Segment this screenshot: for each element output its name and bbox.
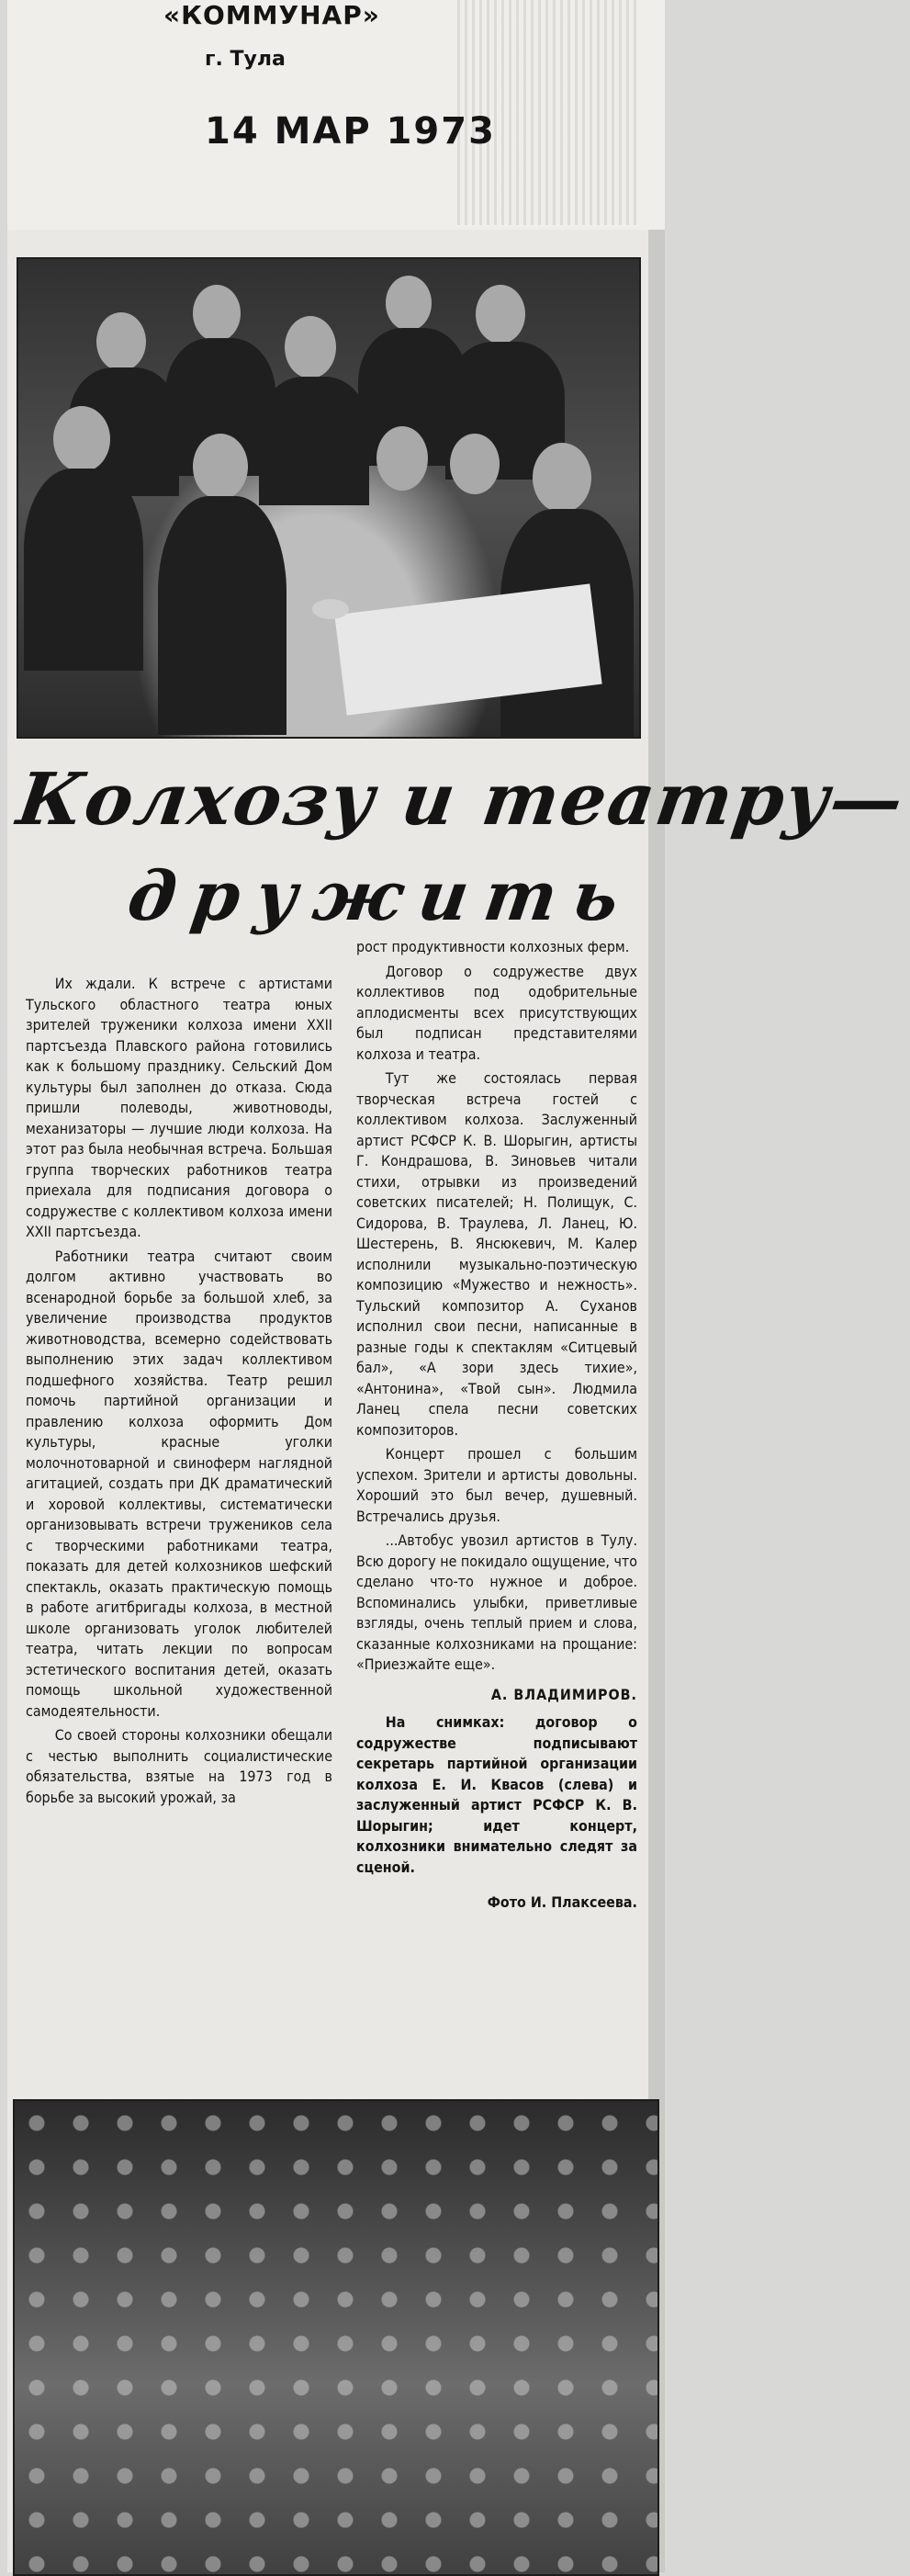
newspaper-name: «КОММУНАР» — [163, 0, 380, 30]
photo-person-body — [24, 469, 143, 671]
article-paragraph: Их ждали. К встрече с артистами Тульского областного театра юных зрителей труженики колхоза имени XXII партсъезда Плавского района готовились как к большому празднику. Сельский Дом культуры был заполнен до отказа. Сюда пришли полеводы, животноводы, механизаторы — лучшие люди колхоза. На этот раз была необычная встреча. Большая группа творческих работников театра приехала для подписания договора о содружестве с коллективом колхоза имени XXII партсъезда. — [26, 975, 332, 1240]
photo-caption: На снимках: договор о содружестве подписывают секретарь партийной организации колхоза Е. И. Квасов (слева) и заслуженный артист РСФСР К. В. Шорыгин; идет концерт, колхозники внимательно следят за сценой. — [356, 1713, 637, 1876]
photo-person — [450, 434, 500, 494]
photo-person — [533, 443, 591, 513]
audience-crowd — [15, 2101, 657, 2574]
article-paragraph: ...Автобус увозил артистов в Тулу. Всю дорогу не покидало ощущение, что сделано что-то нужное и доброе. Вспоминались улыбки, приветливые взгляды, очень теплый прием и слова, сказанные колхозниками на прощание: «Приезжайте еще». — [356, 1531, 637, 1673]
author-signature: А. ВЛАДИМИРОВ. — [490, 1685, 637, 1703]
article-paragraph: Договор о содружестве двух коллективов под одобрительные аплодисменты всех присутствующих был подписан представителями колхоза и театра. — [356, 962, 637, 1063]
photo-person — [193, 434, 248, 500]
photo-person — [96, 312, 146, 371]
publication-city: г. Тула — [205, 48, 286, 71]
photo-person-body — [259, 377, 369, 505]
headline-line-1: Колхозу и театру— — [12, 758, 910, 842]
photo-person-body — [158, 496, 286, 735]
headline-line-2: дружить — [122, 857, 641, 936]
article-paragraph: Тут же состоялась первая творческая встреча гостей с коллективом колхоза. Заслуженный артист РСФСР К. В. Шорыгин, артисты Г. Кондрашова, В. Зиновьев читали стихи, отрывки из произведений советских писателей; Н. Полищук, С. Сидорова, В. Траулева, Л. Ланец, Ю. Шестерень, В. Янсюкевич, М. Калер исполнили музыкально-поэтическую композицию «Мужество и нежность». Тульский композитор А. Суханов исполнил свои песни, написанные в разные годы к спектаклям «Ситцевый бал», «А зори здесь тихие», «Антонина», «Твой сын». Людмила Ланец спела песни советских композиторов. — [356, 1069, 637, 1439]
newspaper-clipping — [7, 0, 910, 2572]
concert-audience-photo — [13, 2099, 659, 2576]
photo-person — [376, 426, 428, 491]
signing-hand — [312, 599, 349, 619]
clipping-header — [7, 0, 665, 230]
article-paragraph: Со своей стороны колхозники обещали с честью выполнить социалистические обязательства, взятые на 1973 год в борьбе за высокий урожай, за — [26, 1726, 332, 1806]
photo-person — [285, 316, 336, 378]
article-column-2 — [356, 937, 637, 2035]
publication-date: 14 МАР 1973 — [205, 110, 496, 153]
signing-photo — [17, 257, 641, 739]
photo-person — [53, 406, 110, 472]
article-column-1 — [26, 974, 332, 1998]
photo-person — [476, 285, 525, 344]
banner-lettering-3 — [601, 2119, 650, 2322]
photo-person — [386, 276, 432, 331]
photo-person — [193, 285, 241, 342]
article-paragraph: Концерт прошел с большим успехом. Зрители и артисты довольны. Хороший это был вечер, душевный. Встречались друзья. — [356, 1445, 637, 1525]
article-paragraph: рост продуктивности колхозных ферм. — [356, 938, 630, 955]
article-paragraph: Работники театра считают своим долгом активно участвовать во всенародной борьбе за большой хлеб, за увеличение производства продуктов животноводства, всемерно содействовать выполнению этих задач коллективом подшефного хозяйства. Театр решил помочь партийной организации и правлению колхоза оформить Дом культуры, красные уголки молочнотоварной и свиноферм наглядной агитацией, создать при ДК драматический и хоровой коллективы, систематически организовывать встречи тружеников села с творческими работниками театра, показать для детей колхозников шефский спектакль, оказать практическую помощь в работе агитбригады колхоза, в местной школе организовать уголок любителей театра, читать лекции по вопросам эстетического воспитания детей, оказать помощь школьной художественной самодеятельности. — [26, 1247, 332, 1720]
photo-credit: Фото И. Плаксеева. — [487, 1892, 637, 1911]
